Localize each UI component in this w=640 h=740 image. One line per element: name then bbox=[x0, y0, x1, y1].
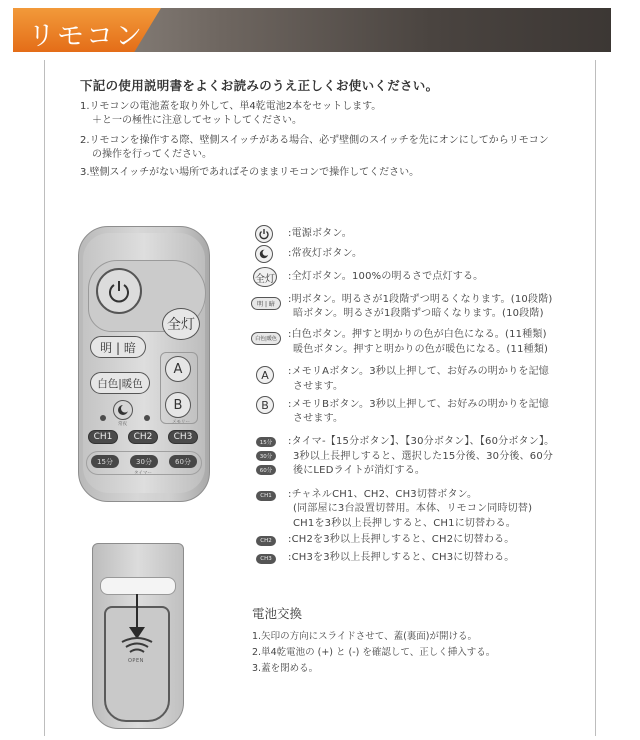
legend-timer-30-icon: 30分 bbox=[256, 451, 276, 461]
legend-white-text: :白色ボタン。押すと明かりの色が白色になる。(11種類) bbox=[288, 329, 547, 340]
legend-timer-text3: 後にLEDライトが消灯する。 bbox=[293, 465, 426, 476]
legend-timer-60-icon: 60分 bbox=[256, 465, 276, 475]
battery-step-1: 1.矢印の方向にスライドさせて、蓋(裏面)が開ける。 bbox=[252, 631, 478, 642]
legend-bright-dark-icon: 明 | 暗 bbox=[251, 297, 281, 310]
legend-ch3-text: :CH3を3秒以上長押しすると、CH3に切替わる。 bbox=[288, 552, 515, 563]
legend-ch1-text2: (同部屋に3台設置切替用。本体、リモコン同時切替) bbox=[293, 503, 533, 514]
battery-step-2: 2.単4乾電池の (+) と (-) を確認して、正しく挿入する。 bbox=[252, 647, 496, 658]
legend-all-light-text: :全灯ボタン。100%の明るさで点灯する。 bbox=[288, 271, 484, 282]
legend-memory-b-text2: させます。 bbox=[293, 413, 344, 424]
note-1-line2: ＋と一の極性に注意してセットしてください。 bbox=[92, 115, 302, 126]
battery-step-3: 3.蓋を閉める。 bbox=[252, 663, 319, 674]
legend-timer-15-icon: 15分 bbox=[256, 437, 276, 447]
legend-all-light-icon: 全灯 bbox=[253, 267, 277, 287]
timer-60-button[interactable]: 60分 bbox=[169, 455, 197, 468]
legend-ch2-icon: CH2 bbox=[256, 536, 276, 546]
legend-timer-text1: :タイマ-【15分ボタン】、【30分ボタン】、【60分ボタン】。 bbox=[288, 436, 555, 447]
legend-ch2-text: :CH2を3秒以上長押しすると、CH2に切替わる。 bbox=[288, 534, 515, 545]
legend-memory-a-text2: させます。 bbox=[293, 381, 344, 392]
page-title: リモコン bbox=[28, 21, 144, 52]
ch3-button[interactable]: CH3 bbox=[168, 430, 198, 444]
legend-memory-a-icon: A bbox=[256, 366, 274, 384]
legend-memory-b-text1: :メモリBボタン。3秒以上押して、お好みの明かりを記憶 bbox=[288, 399, 549, 410]
note-3 bbox=[80, 166, 419, 180]
ch1-led bbox=[100, 415, 106, 421]
color-button[interactable]: 白色|暖色 bbox=[90, 372, 150, 394]
wave-icon bbox=[119, 636, 155, 658]
night-label: 常夜 bbox=[118, 422, 127, 427]
note-1-line1: 1.リモコンの電池蓋を取り外して、単4乾電池2本をセットします。 bbox=[80, 101, 382, 112]
timer-label: タイマー bbox=[134, 471, 152, 476]
night-light-button[interactable] bbox=[113, 400, 133, 420]
note-1 bbox=[80, 100, 381, 128]
legend-dark-text: 暗ボタン。明るさが1段階ずつ暗くなります。(10段階) bbox=[293, 308, 544, 319]
note-2 bbox=[80, 134, 549, 162]
legend-memory-a-text1: :メモリAボタン。3秒以上押して、お好みの明かりを記憶 bbox=[288, 366, 549, 377]
legend-bright-text: :明ボタン。明るさが1段階ずつ明るくなります。(10段階) bbox=[288, 294, 553, 305]
timer-30-button[interactable]: 30分 bbox=[130, 455, 158, 468]
memory-b-button[interactable]: B bbox=[165, 392, 191, 418]
legend-power-icon bbox=[255, 225, 273, 243]
ch1-button[interactable]: CH1 bbox=[88, 430, 118, 444]
intro-title: 下記の使用説明書をよくお読みのうえ正しくお使いください。 bbox=[80, 78, 439, 93]
note-3-line1: 3.壁側スイッチがない場所であればそのままリモコンで操作してください。 bbox=[80, 167, 420, 178]
legend-night-text: :常夜灯ボタン。 bbox=[288, 248, 363, 259]
legend-power-text: :電源ボタン。 bbox=[288, 228, 352, 239]
all-light-button[interactable]: 全灯 bbox=[162, 308, 200, 340]
moon-icon bbox=[117, 404, 129, 416]
memory-a-button[interactable]: A bbox=[165, 356, 191, 382]
legend-ch3-icon: CH3 bbox=[256, 554, 276, 564]
power-button[interactable] bbox=[96, 268, 142, 314]
legend-moon-icon bbox=[255, 245, 273, 263]
bright-dark-button[interactable]: 明 | 暗 bbox=[90, 336, 146, 358]
ch3-led bbox=[144, 415, 150, 421]
power-icon bbox=[106, 278, 132, 304]
ch2-button[interactable]: CH2 bbox=[128, 430, 158, 444]
note-2-line2: の操作を行ってください。 bbox=[92, 149, 212, 160]
legend-ch1-text3: CH1を3秒以上長押しすると、CH1に切替わる。 bbox=[293, 518, 516, 529]
legend-color-icon: 白色|暖色 bbox=[251, 332, 281, 345]
legend-timer-text2: 3秒以上長押しすると、選択した15分後、30分後、60分 bbox=[293, 451, 554, 462]
legend-ch1-icon: CH1 bbox=[256, 491, 276, 501]
legend-ch1-text1: :チャネルCH1、CH2、CH3切替ボタン。 bbox=[288, 489, 478, 500]
note-2-line1: 2.リモコンを操作する際、壁側スイッチがある場合、必ず壁側のスイッチを先にオンにしてからリモコン bbox=[80, 135, 549, 146]
legend-memory-b-icon: B bbox=[256, 396, 274, 414]
battery-slot bbox=[100, 577, 176, 595]
open-label: OPEN bbox=[128, 658, 144, 664]
memory-label: メモリー bbox=[172, 420, 190, 425]
legend-warm-text: 暖色ボタン。押すと明かりの色が暖色になる。(11種類) bbox=[293, 344, 549, 355]
timer-15-button[interactable]: 15分 bbox=[91, 455, 119, 468]
battery-section-title: 電池交換 bbox=[252, 606, 303, 621]
